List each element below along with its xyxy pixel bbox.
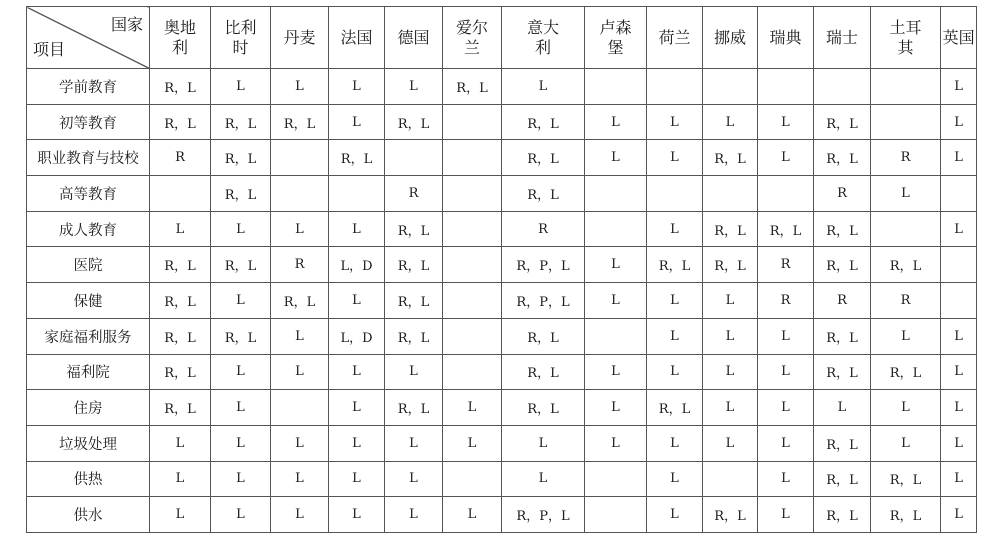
table-cell	[941, 283, 977, 319]
table-cell	[871, 104, 941, 140]
table-cell: L	[941, 425, 977, 461]
table-cell: L	[647, 140, 703, 176]
column-header-label: 爱尔兰	[455, 17, 488, 57]
column-header	[871, 7, 941, 69]
table-cell	[758, 69, 814, 105]
table-cell: R，L	[211, 247, 271, 283]
table-cell: R，L	[814, 354, 871, 390]
table-cell: R，L	[814, 497, 871, 533]
column-header	[585, 7, 647, 69]
table-cell: L	[703, 425, 758, 461]
table-cell: L	[271, 69, 329, 105]
table-cell: R，L	[443, 69, 502, 105]
table-cell: R，L	[502, 354, 585, 390]
column-header-label: 法国	[340, 27, 373, 47]
table-cell: L	[585, 425, 647, 461]
table-cell: L	[941, 390, 977, 426]
table-cell: L	[585, 247, 647, 283]
table-cell	[271, 176, 329, 212]
column-header-label: 德国	[397, 27, 430, 47]
table-row	[27, 140, 977, 176]
table-cell: L	[758, 104, 814, 140]
table-cell: L	[150, 211, 211, 247]
table-cell: L	[703, 318, 758, 354]
column-header	[443, 7, 502, 69]
table-cell: R，L	[647, 390, 703, 426]
row-item-label: 供热	[27, 461, 150, 497]
table-cell: L	[211, 497, 271, 533]
table-cell: L	[271, 354, 329, 390]
table-cell: R	[502, 211, 585, 247]
table-cell	[871, 211, 941, 247]
table-cell	[758, 176, 814, 212]
table-cell: R，L	[814, 140, 871, 176]
table-cell: R，L	[329, 140, 385, 176]
table-cell: L	[211, 390, 271, 426]
table-cell	[443, 104, 502, 140]
table-cell: R，L	[647, 247, 703, 283]
table-cell: L	[211, 354, 271, 390]
corner-country-label: 国家	[110, 15, 143, 34]
table-cell: L	[758, 140, 814, 176]
table-cell	[585, 497, 647, 533]
table-cell: L	[647, 461, 703, 497]
table-cell: R，P，L	[502, 497, 585, 533]
table-cell	[443, 354, 502, 390]
table-cell: L	[502, 69, 585, 105]
table-cell: L	[329, 69, 385, 105]
table-cell	[647, 176, 703, 212]
table-cell: L	[385, 354, 443, 390]
table-cell: L	[443, 425, 502, 461]
table-cell	[443, 211, 502, 247]
data-table	[26, 6, 977, 533]
table-row	[27, 497, 977, 533]
table-cell: L	[647, 104, 703, 140]
table-cell: L	[703, 283, 758, 319]
table-cell	[443, 140, 502, 176]
row-item-label: 家庭福利服务	[27, 318, 150, 354]
corner-item-label: 项目	[33, 40, 66, 59]
table-cell: L	[385, 69, 443, 105]
table-cell: L	[758, 354, 814, 390]
column-header-label: 意大利	[526, 17, 559, 57]
table-cell: L	[211, 425, 271, 461]
table-cell: L	[871, 425, 941, 461]
table-cell: R，L	[871, 354, 941, 390]
table-cell	[443, 318, 502, 354]
table-cell: R，L	[814, 318, 871, 354]
table-cell: L	[150, 461, 211, 497]
column-header-label: 瑞典	[769, 27, 802, 47]
table-row	[27, 247, 977, 283]
table-cell: L	[329, 425, 385, 461]
table-cell: R，L	[211, 104, 271, 140]
row-item-label: 高等教育	[27, 176, 150, 212]
column-header	[647, 7, 703, 69]
table-cell: L	[150, 497, 211, 533]
table-cell: L	[271, 497, 329, 533]
table-row	[27, 69, 977, 105]
table-cell: R，L	[385, 283, 443, 319]
table-cell: R	[871, 140, 941, 176]
table-row	[27, 318, 977, 354]
table-cell: R，L	[814, 104, 871, 140]
table-cell: R，L	[814, 247, 871, 283]
table-cell: R，L	[502, 176, 585, 212]
column-header-label: 瑞士	[825, 27, 858, 47]
header-row	[27, 7, 977, 69]
table-cell: L	[211, 69, 271, 105]
table-cell: L	[150, 425, 211, 461]
table-cell: L	[871, 318, 941, 354]
column-header-label: 英国	[942, 27, 975, 47]
table-cell: R，L	[211, 140, 271, 176]
table-cell: R，L	[703, 497, 758, 533]
column-header-label: 比利时	[224, 17, 257, 57]
table-cell: R，L	[814, 425, 871, 461]
table-row	[27, 390, 977, 426]
table-cell: L	[941, 497, 977, 533]
table-cell: L	[941, 318, 977, 354]
table-cell	[329, 176, 385, 212]
table-cell: L	[758, 390, 814, 426]
row-item-label: 供水	[27, 497, 150, 533]
column-header-label: 丹麦	[283, 27, 316, 47]
column-header	[329, 7, 385, 69]
table-row	[27, 461, 977, 497]
table-cell	[585, 69, 647, 105]
table-cell: L	[211, 461, 271, 497]
table-cell: L	[758, 461, 814, 497]
corner-header	[27, 7, 150, 69]
table-cell: L，D	[329, 318, 385, 354]
table-cell	[443, 176, 502, 212]
table-cell	[150, 176, 211, 212]
table-cell: R，L	[814, 461, 871, 497]
table-cell: L	[871, 390, 941, 426]
table-cell: R	[758, 283, 814, 319]
table-cell: L	[647, 283, 703, 319]
table-cell: R，P，L	[502, 283, 585, 319]
table-cell: R	[814, 283, 871, 319]
table-cell: L	[502, 425, 585, 461]
table-cell	[585, 318, 647, 354]
table-cell: L	[871, 176, 941, 212]
table-cell: L	[385, 461, 443, 497]
table-cell: L	[585, 354, 647, 390]
table-cell: L	[385, 497, 443, 533]
column-header-label: 奥地利	[163, 17, 196, 57]
row-item-label: 职业教育与技校	[27, 140, 150, 176]
table-cell: R，L	[703, 140, 758, 176]
table-cell: R，L	[385, 247, 443, 283]
row-item-label: 福利院	[27, 354, 150, 390]
table-cell	[941, 176, 977, 212]
table-cell: L	[941, 354, 977, 390]
row-item-label: 学前教育	[27, 69, 150, 105]
table-cell	[647, 69, 703, 105]
table-cell: R，L	[385, 390, 443, 426]
table-cell: L	[385, 425, 443, 461]
table-cell: L	[703, 104, 758, 140]
table-cell: L	[329, 211, 385, 247]
table-cell: L	[647, 425, 703, 461]
column-header	[941, 7, 977, 69]
table-cell: L	[329, 461, 385, 497]
table-cell: R	[871, 283, 941, 319]
column-header	[271, 7, 329, 69]
table-cell: L	[941, 140, 977, 176]
table-cell: L	[758, 318, 814, 354]
table-cell: L	[585, 390, 647, 426]
table-cell: L	[329, 354, 385, 390]
table-cell	[585, 461, 647, 497]
table-cell: R，L	[150, 104, 211, 140]
table-cell: L	[647, 211, 703, 247]
table-cell: R，L	[150, 283, 211, 319]
column-header-label: 荷兰	[658, 27, 691, 47]
table-body	[27, 69, 977, 533]
table-cell: R，L	[502, 140, 585, 176]
column-header	[703, 7, 758, 69]
table-cell: R，L	[502, 104, 585, 140]
table-cell: R	[150, 140, 211, 176]
table-cell: R，L	[871, 461, 941, 497]
table-cell: R，L	[150, 354, 211, 390]
table-cell: L	[758, 497, 814, 533]
table-row	[27, 425, 977, 461]
table-cell: R，L	[211, 318, 271, 354]
table-cell: L	[211, 283, 271, 319]
table-cell	[871, 69, 941, 105]
table-cell: L，D	[329, 247, 385, 283]
table-cell: L	[443, 497, 502, 533]
table-row	[27, 104, 977, 140]
table-cell: R，L	[871, 497, 941, 533]
table-cell: R，L	[758, 211, 814, 247]
table-cell: R，L	[385, 211, 443, 247]
table-cell	[585, 176, 647, 212]
table-cell	[385, 140, 443, 176]
table-cell: L	[585, 283, 647, 319]
table-row	[27, 283, 977, 319]
table-cell: L	[211, 211, 271, 247]
column-header	[150, 7, 211, 69]
table-cell: L	[271, 318, 329, 354]
table-cell: L	[271, 461, 329, 497]
table-cell	[443, 461, 502, 497]
column-header	[502, 7, 585, 69]
table-cell: R，L	[814, 211, 871, 247]
table-row	[27, 354, 977, 390]
table-cell: R，L	[150, 69, 211, 105]
table-cell: L	[502, 461, 585, 497]
table-cell: L	[941, 69, 977, 105]
table-cell: L	[329, 390, 385, 426]
row-item-label: 医院	[27, 247, 150, 283]
table-cell: R，L	[150, 318, 211, 354]
table-cell: R，L	[385, 104, 443, 140]
table-cell	[443, 247, 502, 283]
row-item-label: 保健	[27, 283, 150, 319]
table-container	[26, 6, 977, 533]
table-cell	[271, 140, 329, 176]
table-cell: L	[647, 497, 703, 533]
table-cell: L	[329, 497, 385, 533]
table-cell: L	[647, 354, 703, 390]
column-header	[385, 7, 443, 69]
table-cell: L	[271, 425, 329, 461]
table-cell	[703, 176, 758, 212]
row-item-label: 垃圾处理	[27, 425, 150, 461]
table-cell: L	[941, 211, 977, 247]
table-cell: R	[385, 176, 443, 212]
column-header-label: 卢森堡	[599, 17, 632, 57]
table-cell: L	[443, 390, 502, 426]
table-cell: R	[758, 247, 814, 283]
table-cell: L	[758, 425, 814, 461]
table-cell: R	[271, 247, 329, 283]
table-cell: R，L	[150, 390, 211, 426]
table-cell	[814, 69, 871, 105]
table-cell: R，P，L	[502, 247, 585, 283]
table-cell	[585, 211, 647, 247]
table-cell	[271, 390, 329, 426]
table-cell	[703, 461, 758, 497]
column-header-label: 土耳其	[889, 17, 922, 57]
table-cell	[941, 247, 977, 283]
table-cell: L	[271, 211, 329, 247]
table-row	[27, 211, 977, 247]
table-cell: L	[585, 140, 647, 176]
table-cell: L	[814, 390, 871, 426]
table-cell: L	[329, 104, 385, 140]
table-cell: R	[814, 176, 871, 212]
table-cell	[703, 69, 758, 105]
column-header	[211, 7, 271, 69]
table-cell: L	[941, 104, 977, 140]
table-cell: R，L	[271, 104, 329, 140]
table-cell: R，L	[271, 283, 329, 319]
table-cell: L	[941, 461, 977, 497]
table-cell: L	[703, 390, 758, 426]
row-item-label: 初等教育	[27, 104, 150, 140]
row-item-label: 住房	[27, 390, 150, 426]
column-header-label: 挪威	[713, 27, 746, 47]
table-cell: R，L	[385, 318, 443, 354]
table-cell: R，L	[211, 176, 271, 212]
table-cell: L	[329, 283, 385, 319]
column-header	[814, 7, 871, 69]
table-cell: R，L	[703, 211, 758, 247]
table-row	[27, 176, 977, 212]
row-item-label: 成人教育	[27, 211, 150, 247]
table-cell: R，L	[703, 247, 758, 283]
table-cell: L	[703, 354, 758, 390]
table-cell	[443, 283, 502, 319]
table-cell: R，L	[150, 247, 211, 283]
column-header	[758, 7, 814, 69]
table-cell: L	[647, 318, 703, 354]
table-cell: R，L	[502, 318, 585, 354]
table-cell: R，L	[871, 247, 941, 283]
table-cell: L	[585, 104, 647, 140]
table-cell: R，L	[502, 390, 585, 426]
